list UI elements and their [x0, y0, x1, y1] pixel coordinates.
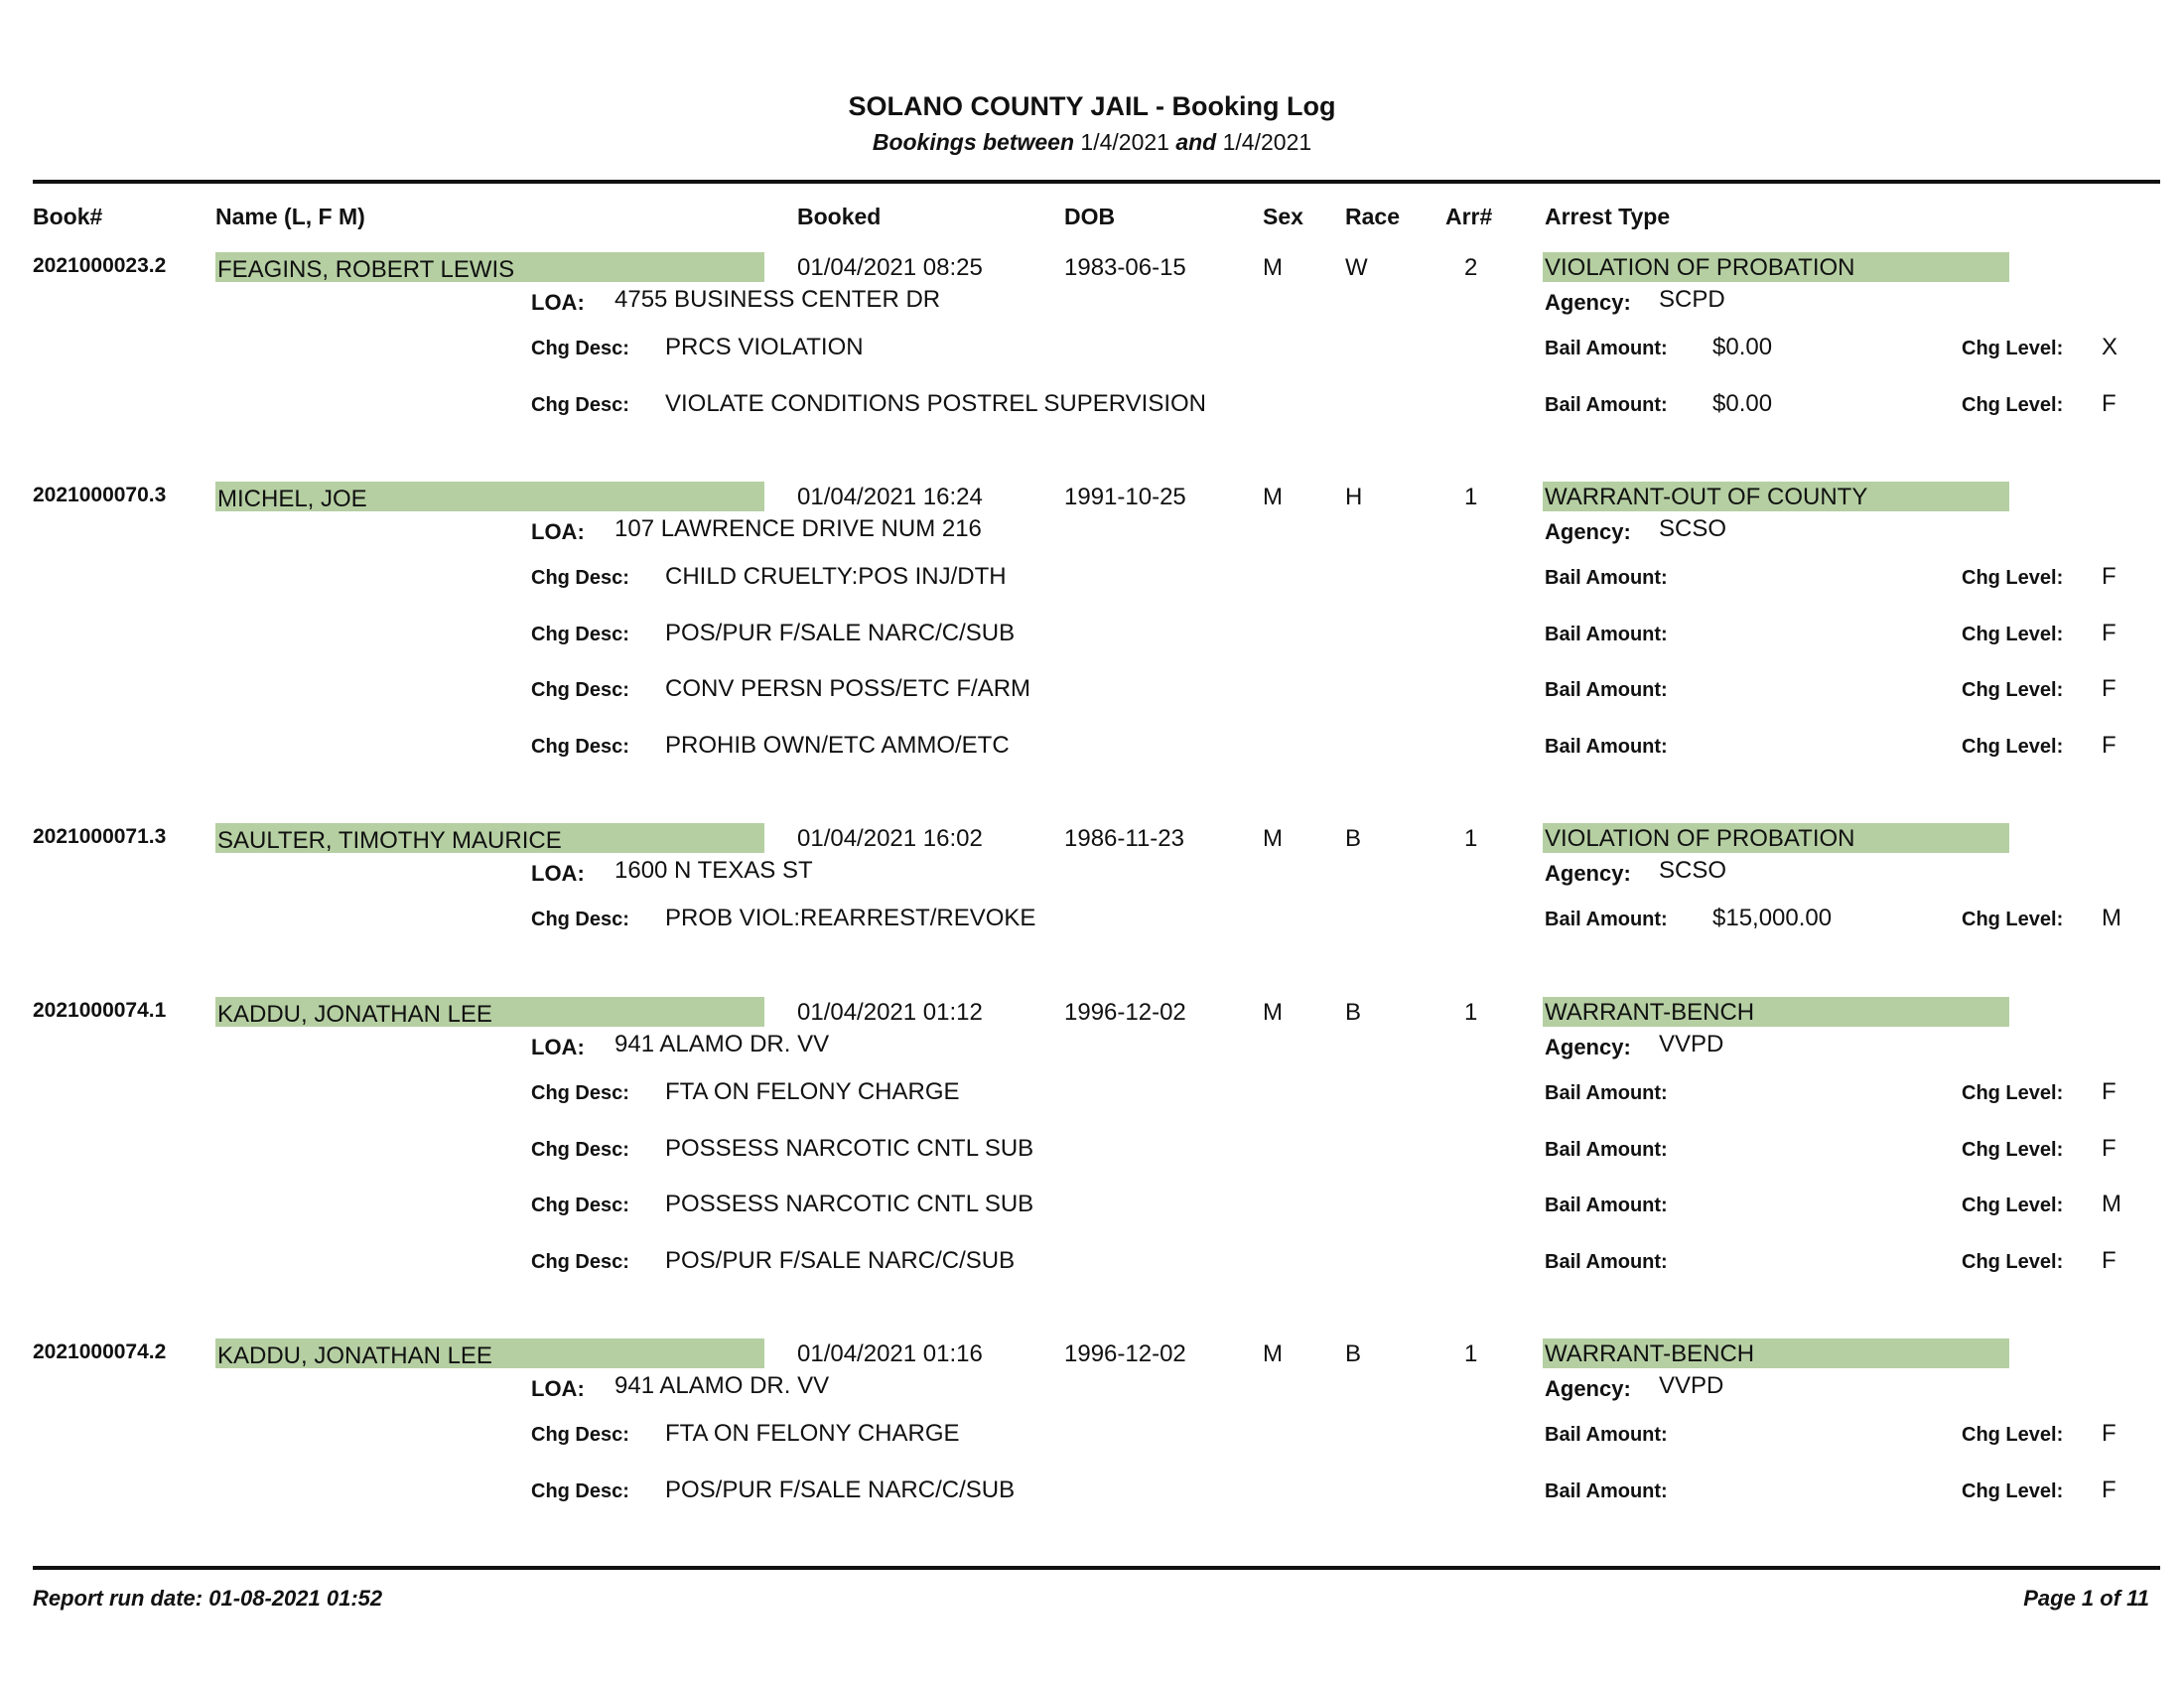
loa-value: 1600 N TEXAS ST — [614, 857, 813, 884]
loa-label: LOA: — [531, 861, 585, 886]
bail-amount-label: Bail Amount: — [1545, 735, 1668, 758]
charge-row — [0, 1131, 2184, 1171]
chg-level-value: F — [2102, 1476, 2116, 1503]
chg-desc-value: PRCS VIOLATION — [665, 334, 864, 360]
book-number: 2021000071.3 — [33, 825, 167, 848]
sex-value: M — [1263, 999, 1283, 1026]
header-name: Name (L, F M) — [215, 204, 365, 229]
chg-desc-value: CONV PERSN POSS/ETC F/ARM — [665, 675, 1031, 702]
chg-desc-label: Chg Desc: — [531, 393, 629, 416]
chg-desc-label: Chg Desc: — [531, 1082, 629, 1104]
arrest-type: VIOLATION OF PROBATION — [1545, 254, 1855, 281]
inmate-name: MICHEL, JOE — [217, 486, 367, 512]
chg-desc-value: PROHIB OWN/ETC AMMO/ETC — [665, 731, 1010, 759]
chg-level-value: F — [2102, 1246, 2116, 1274]
arr-value: 2 — [1464, 254, 1478, 281]
bail-amount-label: Bail Amount: — [1545, 338, 1668, 359]
dob-value: 1986-11-23 — [1064, 825, 1184, 852]
top-rule — [33, 180, 2160, 184]
chg-desc-value: FTA ON FELONY CHARGE — [665, 1078, 960, 1105]
chg-level-label: Chg Level: — [1962, 623, 2064, 645]
chg-level-value: F — [2102, 1420, 2116, 1447]
chg-level-value: F — [2102, 619, 2116, 646]
date-to: 1/4/2021 — [1222, 129, 1312, 155]
book-number: 2021000074.1 — [33, 999, 167, 1022]
agency-label: Agency: — [1545, 519, 1631, 544]
arrest-type: WARRANT-OUT OF COUNTY — [1545, 484, 1868, 510]
loa-label: LOA: — [531, 290, 585, 315]
booked-datetime: 01/04/2021 01:16 — [797, 1340, 983, 1367]
chg-desc-label: Chg Desc: — [531, 679, 629, 701]
chg-desc-label: Chg Desc: — [531, 1424, 629, 1446]
chg-desc-value: FTA ON FELONY CHARGE — [665, 1420, 960, 1447]
bail-amount-label: Bail Amount: — [1545, 1195, 1668, 1216]
agency-value: SCSO — [1659, 857, 1727, 884]
bail-amount-label: Bail Amount: — [1545, 567, 1668, 589]
loa-value: 4755 BUSINESS CENTER DR — [614, 286, 941, 313]
chg-desc-value: POSSESS NARCOTIC CNTL SUB — [665, 1134, 1034, 1162]
arr-value: 1 — [1464, 999, 1478, 1026]
bail-amount-label: Bail Amount: — [1545, 623, 1668, 645]
charge-row — [0, 616, 2184, 655]
agency-label: Agency: — [1545, 290, 1631, 315]
bail-amount-label: Bail Amount: — [1545, 909, 1668, 930]
charge-row — [0, 671, 2184, 711]
agency-value: VVPD — [1659, 1031, 1724, 1057]
bail-amount-label: Bail Amount: — [1545, 1424, 1668, 1446]
agency-label: Agency: — [1545, 1035, 1631, 1059]
loa-label: LOA: — [531, 1035, 585, 1059]
chg-level-label: Chg Level: — [1962, 735, 2064, 758]
chg-desc-label: Chg Desc: — [531, 567, 629, 589]
chg-level-label: Chg Level: — [1962, 1195, 2064, 1216]
chg-desc-label: Chg Desc: — [531, 1479, 629, 1502]
chg-desc-value: PROB VIOL:REARREST/REVOKE — [665, 905, 1036, 931]
chg-desc-label: Chg Desc: — [531, 338, 629, 359]
bottom-rule — [33, 1566, 2160, 1570]
booked-datetime: 01/04/2021 16:24 — [797, 484, 983, 510]
chg-level-value: F — [2102, 731, 2116, 759]
charge-row — [0, 1416, 2184, 1456]
chg-desc-label: Chg Desc: — [531, 1195, 629, 1216]
bail-amount-value: $15,000.00 — [1712, 905, 1833, 931]
race-value: W — [1345, 254, 1368, 281]
chg-level-value: M — [2102, 1191, 2121, 1217]
book-number: 2021000070.3 — [33, 484, 167, 506]
bail-amount-label: Bail Amount: — [1545, 1479, 1668, 1502]
charge-row — [0, 901, 2184, 940]
header-sex: Sex — [1263, 204, 1303, 229]
bail-amount-label: Bail Amount: — [1545, 679, 1668, 701]
charge-row — [0, 559, 2184, 599]
charge-row — [0, 728, 2184, 768]
header-race: Race — [1345, 204, 1400, 229]
subtitle-prefix: Bookings between — [872, 129, 1075, 155]
dob-value: 1991-10-25 — [1064, 484, 1186, 510]
chg-level-label: Chg Level: — [1962, 679, 2064, 701]
loa-label: LOA: — [531, 1376, 585, 1401]
bail-amount-label: Bail Amount: — [1545, 1138, 1668, 1161]
chg-level-value: X — [2102, 334, 2118, 360]
book-number: 2021000023.2 — [33, 254, 167, 277]
chg-desc-value: POSSESS NARCOTIC CNTL SUB — [665, 1191, 1034, 1217]
race-value: B — [1345, 1340, 1362, 1367]
chg-level-label: Chg Level: — [1962, 1250, 2064, 1273]
chg-level-label: Chg Level: — [1962, 393, 2064, 416]
arrest-type: WARRANT-BENCH — [1545, 999, 1755, 1026]
chg-level-label: Chg Level: — [1962, 567, 2064, 589]
chg-desc-label: Chg Desc: — [531, 1250, 629, 1273]
race-value: H — [1345, 484, 1363, 510]
report-subtitle — [0, 129, 2184, 156]
race-value: B — [1345, 999, 1362, 1026]
chg-level-label: Chg Level: — [1962, 338, 2064, 359]
agency-value: SCSO — [1659, 515, 1727, 542]
arr-value: 1 — [1464, 1340, 1478, 1367]
chg-desc-value: POS/PUR F/SALE NARC/C/SUB — [665, 619, 1016, 646]
bail-amount-label: Bail Amount: — [1545, 1082, 1668, 1104]
arrest-type: WARRANT-BENCH — [1545, 1340, 1755, 1367]
bail-amount-value: $0.00 — [1712, 389, 1773, 417]
loa-value: 107 LAWRENCE DRIVE NUM 216 — [614, 515, 982, 542]
header-booked: Booked — [797, 204, 882, 229]
chg-level-value: F — [2102, 1078, 2116, 1105]
sex-value: M — [1263, 1340, 1283, 1367]
arrest-type: VIOLATION OF PROBATION — [1545, 825, 1855, 852]
chg-desc-value: POS/PUR F/SALE NARC/C/SUB — [665, 1246, 1016, 1274]
dob-value: 1996-12-02 — [1064, 1340, 1186, 1367]
booked-datetime: 01/04/2021 01:12 — [797, 999, 983, 1026]
chg-desc-label: Chg Desc: — [531, 623, 629, 645]
charge-row — [0, 1473, 2184, 1512]
report-run-date: Report run date: 01-08-2021 01:52 — [33, 1586, 383, 1611]
dob-value: 1983-06-15 — [1064, 254, 1186, 281]
chg-level-value: F — [2102, 389, 2116, 417]
chg-desc-value: POS/PUR F/SALE NARC/C/SUB — [665, 1476, 1016, 1503]
chg-level-label: Chg Level: — [1962, 1082, 2064, 1104]
booked-datetime: 01/04/2021 16:02 — [797, 825, 983, 852]
dob-value: 1996-12-02 — [1064, 999, 1186, 1026]
loa-label: LOA: — [531, 519, 585, 544]
inmate-name: FEAGINS, ROBERT LEWIS — [217, 256, 515, 283]
chg-level-value: F — [2102, 675, 2116, 702]
agency-label: Agency: — [1545, 861, 1631, 886]
arr-value: 1 — [1464, 825, 1478, 852]
chg-level-value: F — [2102, 1134, 2116, 1162]
chg-level-value: F — [2102, 563, 2116, 590]
subtitle-and: and — [1175, 129, 1217, 155]
chg-level-label: Chg Level: — [1962, 1424, 2064, 1446]
booked-datetime: 01/04/2021 08:25 — [797, 254, 983, 281]
chg-desc-value: VIOLATE CONDITIONS POSTREL SUPERVISION — [665, 389, 1207, 417]
header-book: Book# — [33, 204, 103, 229]
header-arr: Arr# — [1445, 204, 1493, 229]
chg-level-label: Chg Level: — [1962, 1479, 2064, 1502]
chg-desc-value: CHILD CRUELTY:POS INJ/DTH — [665, 563, 1007, 590]
loa-value: 941 ALAMO DR. VV — [614, 1372, 830, 1399]
bail-amount-label: Bail Amount: — [1545, 393, 1668, 416]
charge-row — [0, 386, 2184, 426]
chg-desc-label: Chg Desc: — [531, 1138, 629, 1161]
chg-desc-label: Chg Desc: — [531, 909, 629, 930]
chg-level-label: Chg Level: — [1962, 1138, 2064, 1161]
bail-amount-label: Bail Amount: — [1545, 1250, 1668, 1273]
charge-row — [0, 1243, 2184, 1283]
bail-amount-value: $0.00 — [1712, 334, 1773, 360]
header-dob: DOB — [1064, 204, 1116, 229]
race-value: B — [1345, 825, 1362, 852]
agency-value: VVPD — [1659, 1372, 1724, 1399]
sex-value: M — [1263, 484, 1283, 510]
chg-level-label: Chg Level: — [1962, 909, 2064, 930]
report-title: SOLANO COUNTY JAIL - Booking Log — [848, 91, 1336, 121]
inmate-name: KADDU, JONATHAN LEE — [217, 1342, 492, 1369]
charge-row — [0, 1187, 2184, 1226]
agency-value: SCPD — [1659, 286, 1725, 313]
sex-value: M — [1263, 254, 1283, 281]
inmate-name: KADDU, JONATHAN LEE — [217, 1001, 492, 1028]
arr-value: 1 — [1464, 484, 1478, 510]
sex-value: M — [1263, 825, 1283, 852]
date-from: 1/4/2021 — [1080, 129, 1169, 155]
chg-level-value: M — [2102, 905, 2121, 931]
inmate-name: SAULTER, TIMOTHY MAURICE — [217, 827, 562, 854]
chg-desc-label: Chg Desc: — [531, 735, 629, 758]
header-arrest-type: Arrest Type — [1545, 204, 1671, 229]
charge-row — [0, 330, 2184, 369]
book-number: 2021000074.2 — [33, 1340, 167, 1363]
loa-value: 941 ALAMO DR. VV — [614, 1031, 830, 1057]
agency-label: Agency: — [1545, 1376, 1631, 1401]
charge-row — [0, 1074, 2184, 1114]
page-number: Page 1 of 11 — [2023, 1586, 2149, 1611]
